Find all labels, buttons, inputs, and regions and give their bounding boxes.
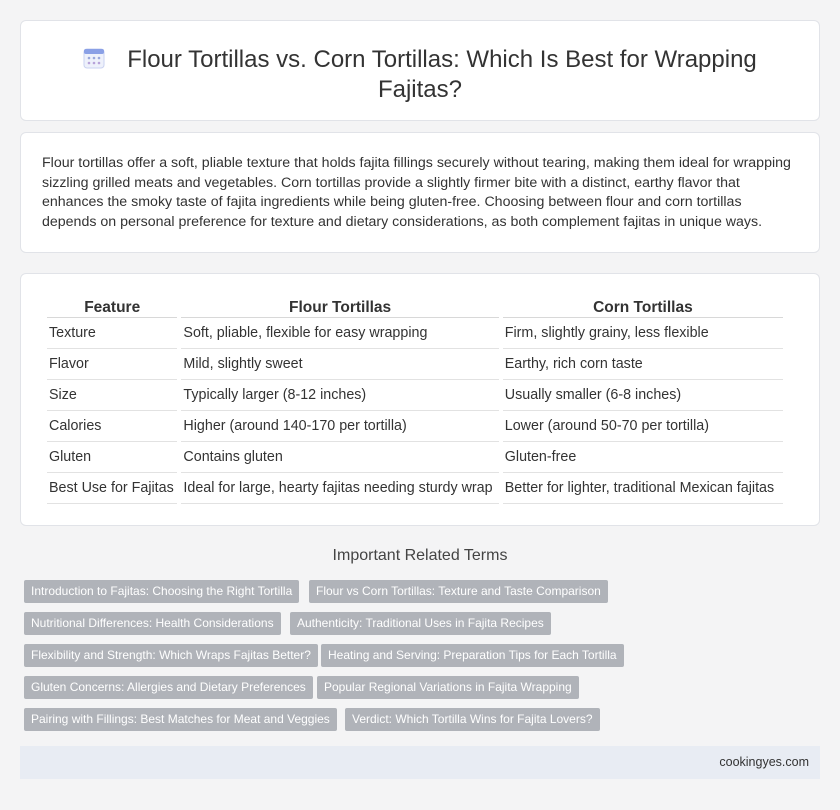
calendar-icon [83, 47, 105, 69]
intro-card [20, 132, 820, 253]
row-corn: Better for lighter, traditional Mexican fajitas [503, 473, 783, 504]
row-corn: Gluten-free [503, 442, 783, 473]
table-header-row [47, 296, 783, 318]
related-tag-heating[interactable]: Heating and Serving: Preparation Tips for Each Tortilla [321, 644, 624, 667]
row-corn: Firm, slightly grainy, less flexible [503, 318, 783, 349]
row-corn: Usually smaller (6-8 inches) [503, 380, 783, 411]
row-flour: Higher (around 140-170 per tortilla) [181, 411, 498, 442]
related-tag-nutrition[interactable]: Nutritional Differences: Health Considerations [24, 612, 281, 635]
comparison-table [43, 296, 787, 504]
page-title: Flour Tortillas vs. Corn Tortillas: Which Is Best for Wrapping Fajitas? [127, 46, 757, 103]
row-feature: Best Use for Fajitas [47, 473, 177, 504]
table-row [47, 473, 783, 504]
row-feature: Size [47, 380, 177, 411]
related-tag-verdict[interactable]: Verdict: Which Tortilla Wins for Fajita Lovers? [345, 708, 600, 731]
related-tag-intro[interactable]: Introduction to Fajitas: Choosing the Right Tortilla [24, 580, 299, 603]
row-flour: Typically larger (8-12 inches) [181, 380, 498, 411]
intro-paragraph: Flour tortillas offer a soft, pliable texture that holds fajita fillings securely without tearing, making them ideal for wrapping sizzling grilled meats and vegetables. Corn tortillas provide a slightly firmer bite with a distinct, earthy flavor that enhances the smoky taste of fajita ingredients while being gluten-free. Choosing between flour and corn tortillas depends on personal preference for texture and dietary considerations, as both complement fajitas in unique ways. [42, 155, 791, 230]
header-flour: Flour Tortillas [181, 296, 498, 318]
table-row [47, 380, 783, 411]
page-title-wrap [61, 45, 779, 105]
related-tag-regional[interactable]: Popular Regional Variations in Fajita Wrapping [317, 676, 579, 699]
row-corn: Lower (around 50-70 per tortilla) [503, 411, 783, 442]
related-tag-authenticity[interactable]: Authenticity: Traditional Uses in Fajita Recipes [290, 612, 551, 635]
table-row [47, 349, 783, 380]
header-feature: Feature [47, 296, 177, 318]
row-feature: Calories [47, 411, 177, 442]
title-card [20, 20, 820, 121]
header-corn: Corn Tortillas [503, 296, 783, 318]
row-corn: Earthy, rich corn taste [503, 349, 783, 380]
row-flour: Ideal for large, hearty fajitas needing sturdy wrap [181, 473, 498, 504]
row-flour: Soft, pliable, flexible for easy wrapping [181, 318, 498, 349]
table-row [47, 442, 783, 473]
related-tag-gluten[interactable]: Gluten Concerns: Allergies and Dietary Preferences [24, 676, 313, 699]
related-tag-pairing[interactable]: Pairing with Fillings: Best Matches for Meat and Veggies [24, 708, 337, 731]
comparison-card [20, 273, 820, 526]
row-feature: Texture [47, 318, 177, 349]
row-feature: Flavor [47, 349, 177, 380]
table-row [47, 411, 783, 442]
table-row [47, 318, 783, 349]
footer-site-name: cookingyes.com [719, 755, 809, 769]
related-tag-flexibility[interactable]: Flexibility and Strength: Which Wraps Fajitas Better? [24, 644, 318, 667]
row-flour: Mild, slightly sweet [181, 349, 498, 380]
related-terms-title: Important Related Terms [332, 547, 508, 564]
row-feature: Gluten [47, 442, 177, 473]
footer [20, 746, 820, 779]
related-tag-texture-taste[interactable]: Flour vs Corn Tortillas: Texture and Taste Comparison [309, 580, 608, 603]
row-flour: Contains gluten [181, 442, 498, 473]
